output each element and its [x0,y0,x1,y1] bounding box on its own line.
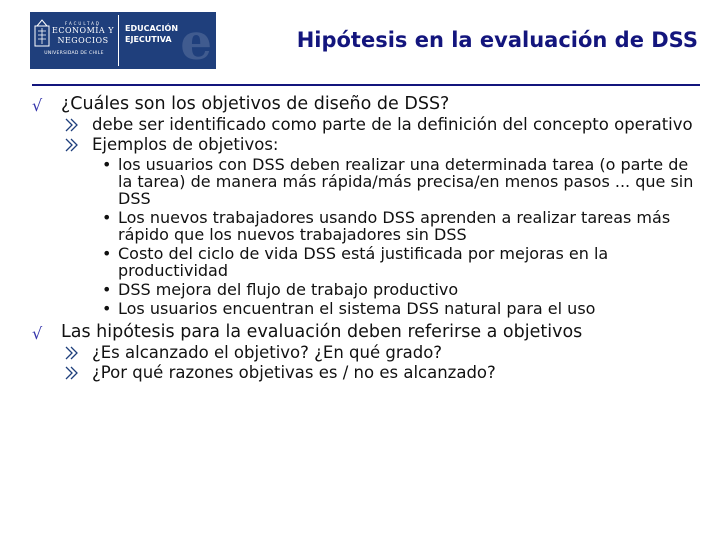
dot-bullet-icon: • [102,244,112,263]
level2-list [61,116,702,317]
university-crest-icon [34,18,50,48]
level3-text: los usuarios con DSS deben realizar una determinada tarea (o parte de la tarea) de manera más rápida/más precisa/en menos pasos ... que sin DSS [118,155,694,208]
level2-text: Ejemplos de objetivos: [92,135,279,154]
level2-list [61,344,702,382]
level1-text: ¿Cuáles son los objetivos de diseño de DSS? [61,94,450,114]
level3-text: Los usuarios encuentran el sistema DSS natural para el uso [118,299,596,318]
level3-text: DSS mejora del flujo de trabajo productivo [118,280,459,299]
dot-bullet-icon: • [102,155,112,174]
level3-bullet [98,156,702,207]
level2-bullet [63,344,702,362]
level2-bullet [63,136,702,317]
double-chevron-icon [63,116,81,134]
double-chevron-icon [63,136,81,154]
dot-bullet-icon: • [102,280,112,299]
level3-bullet [98,300,702,317]
dot-bullet-icon: • [102,208,112,227]
level2-text: debe ser identificado como parte de la definición del concepto operativo [92,115,693,134]
double-chevron-icon [63,364,81,382]
level3-bullet [98,245,702,279]
faculty-logo [30,12,216,69]
level1-text: Las hipótesis para la evaluación deben referirse a objetivos [61,322,583,342]
level3-text: Costo del ciclo de vida DSS está justificada por mejoras en la productividad [118,244,609,280]
logo-program-line2: EJECUTIVA [125,35,172,44]
logo-faculty-top: FACULTAD [65,21,101,26]
level3-list [92,156,702,317]
double-chevron-icon [63,344,81,362]
level2-text: ¿Por qué razones objetivas es / no es alcanzado? [92,363,496,382]
level1-bullet [32,95,702,317]
check-bullet-icon: √ [32,96,43,115]
logo-program-line1: EDUCACIÓN [125,24,179,33]
level3-text: Los nuevos trabajadores usando DSS aprenden a realizar tareas más rápido que los nuevos trabajadores sin DSS [118,208,671,244]
level3-bullet [98,209,702,243]
check-bullet-icon: √ [32,324,43,343]
dot-bullet-icon: • [102,299,112,318]
logo-school-line2: NEGOCIOS [57,36,109,45]
level2-bullet [63,364,702,382]
title-underline [32,84,700,86]
slide-content [32,95,702,382]
level2-text: ¿Es alcanzado el objetivo? ¿En qué grado? [92,343,443,362]
level1-bullet [32,323,702,382]
logo-school-line1: ECONOMÍA Y [51,26,115,35]
logo-university: UNIVERSIDAD DE CHILE [44,51,104,56]
faculty-logo-left [30,12,118,69]
faculty-logo-right [119,12,216,69]
level2-bullet [63,116,702,134]
logo-background-letter: e [180,12,212,71]
level3-bullet [98,281,702,298]
slide-title: Hipótesis en la evaluación de DSS [296,28,698,52]
